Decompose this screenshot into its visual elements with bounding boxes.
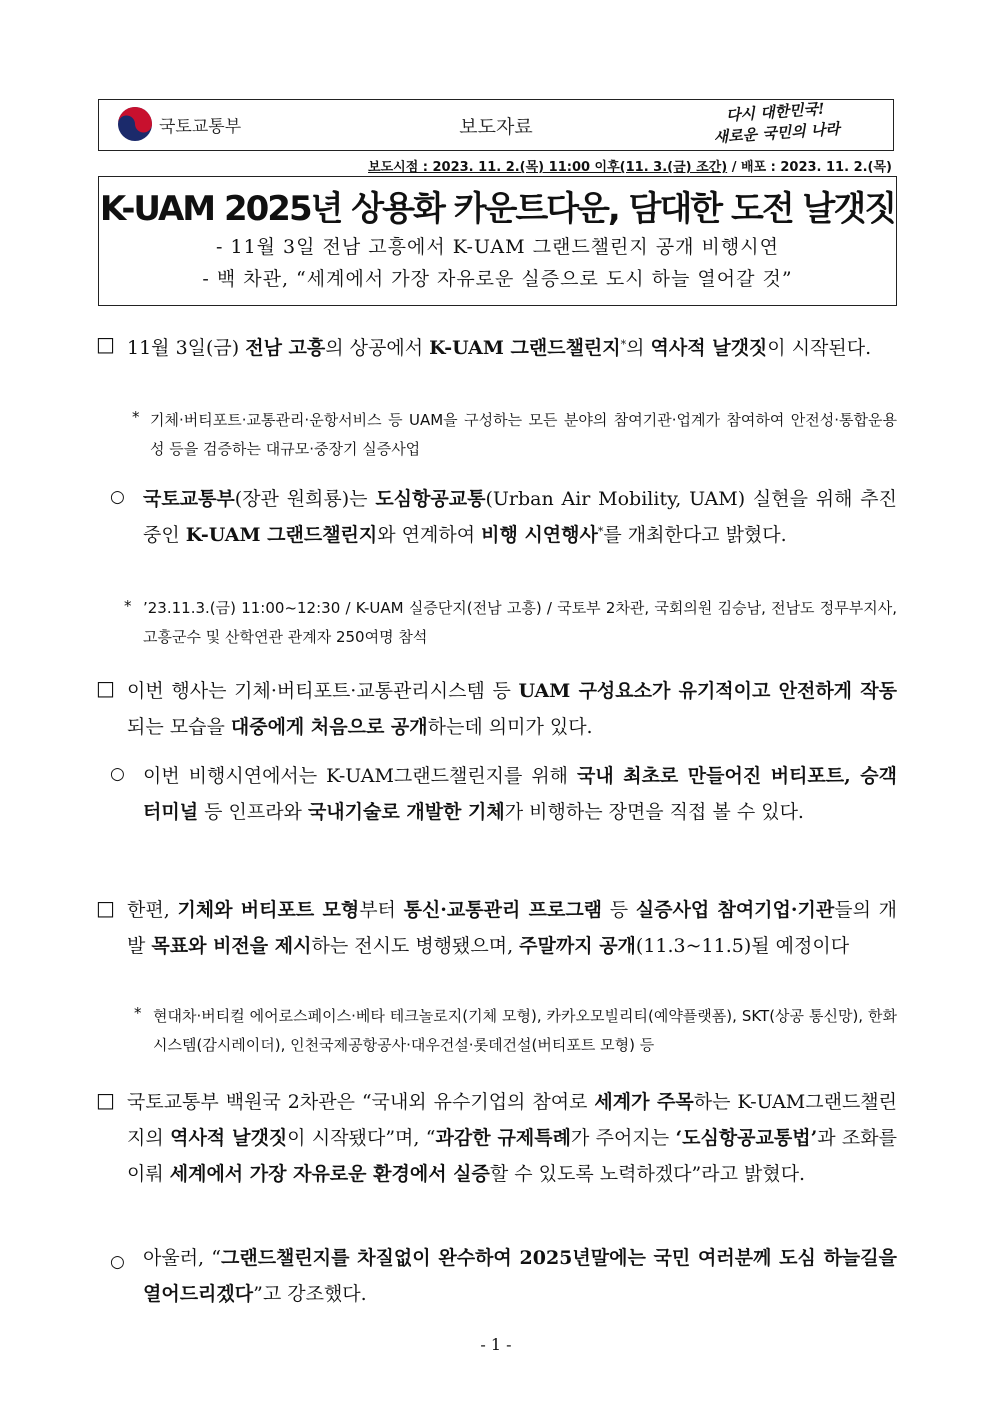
- release-info: [368, 156, 892, 175]
- paragraph-2: 이번 행사는 기체·버티포트·교통관리시스템 등 UAM 구성요소가 유기적이고 안전하게 작동되는 모습을 대중에게 처음으로 공개하는데 의미가 있다.: [127, 680, 897, 738]
- paragraph-1: 11월 3일(금) 전남 고흥의 상공에서 K-UAM 그랜드챌린지*의 역사적 날갯짓이 시작된다.: [127, 337, 872, 359]
- subtitle-1: - 11월 3일 전남 고흥에서 K-UAM 그랜드챌린지 공개 비행시연: [216, 236, 779, 258]
- footnote-3: 현대차·버티컬 에어로스페이스·베타 테크놀로지(기체 모형), 카카오모빌리티(예약플랫폼), SKT(상공 통신망), 한화시스템(감시레이더), 인천국제공항공사·대우건설·롯데건설(버티포트 모형) 등: [153, 1007, 897, 1054]
- distribution-time: 배포 : 2023. 11. 2.(목): [741, 160, 892, 175]
- sub-paragraph-3: 아울러, “그랜드챌린지를 차질없이 완수하여 2025년말에는 국민 여러분께 도심 하늘길을 열어드리겠다”고 강조했다.: [143, 1247, 897, 1305]
- footnote-1: 기체·버티포트·교통관리·운항서비스 등 UAM을 구성하는 모든 분야의 참여기관·업계가 참여하여 안전성·통합운용성 등을 검증하는 대규모·중장기 실증사업: [150, 411, 897, 458]
- slogan: [680, 95, 872, 150]
- circle-bullet: ○: [110, 1252, 125, 1272]
- square-bullet: □: [96, 676, 115, 700]
- square-bullet: □: [96, 1088, 115, 1112]
- sub-paragraph-2: 이번 비행시연에서는 K-UAM그랜드챌린지를 위해 국내 최초로 만들어진 버티포트, 승객 터미널 등 인프라와 국내기술로 개발한 기체가 비행하는 장면을 직접 볼 수 있다.: [143, 765, 897, 823]
- note-star: *: [132, 408, 140, 426]
- release-separator: /: [727, 160, 741, 175]
- square-bullet: □: [96, 896, 115, 920]
- circle-bullet: ○: [110, 487, 125, 507]
- square-bullet: □: [96, 332, 115, 356]
- header-box: [98, 99, 894, 151]
- paragraph-4: 국토교통부 백원국 2차관은 “국내외 유수기업의 참여로 세계가 주목하는 K-UAM그랜드챌린지의 역사적 날갯짓이 시작됐다”며, “과감한 규제특례가 주어지는 ‘도심항공교통법’과 조화를 이뤄 세계에서 가장 자유로운 환경에서 실증할 수 있도록 노력하겠다”라고 밝혔다.: [127, 1091, 898, 1185]
- subtitle-2: - 백 차관, “세계에서 가장 자유로운 실증으로 도시 하늘 열어갈 것”: [202, 268, 793, 290]
- slogan-line-2: 새로운 국민의 나라: [713, 119, 841, 147]
- page-number: - 1 -: [480, 1335, 512, 1354]
- note-star: *: [134, 1004, 142, 1022]
- main-title: K-UAM 2025년 상용화 카운트다운, 담대한 도전 날갯짓: [99, 189, 896, 229]
- slogan-line-1: 다시 대한민국!: [725, 99, 826, 125]
- document-type: 보도자료: [459, 116, 533, 138]
- embargo-time: 보도시점 : 2023. 11. 2.(목) 11:00 이후(11. 3.(금) 조간): [368, 160, 728, 175]
- ministry-name: 국토교통부: [159, 116, 242, 137]
- circle-bullet: ○: [110, 764, 125, 784]
- sub-paragraph-1: 국토교통부(장관 원희룡)는 도심항공교통(Urban Air Mobility, UAM) 실현을 위해 추진 중인 K-UAM 그랜드챌린지와 연계하여 비행 시연행사*를 개최한다고 밝혔다.: [143, 488, 897, 546]
- title-box: [98, 176, 897, 306]
- paragraph-3: 한편, 기체와 버티포트 모형부터 통신·교통관리 프로그램 등 실증사업 참여기업·기관들의 개발 목표와 비전을 제시하는 전시도 병행됐으며, 주말까지 공개(11.3~11.5)될 예정이다: [127, 899, 897, 957]
- note-star: *: [124, 597, 132, 615]
- footnote-2: ’23.11.3.(금) 11:00~12:30 / K-UAM 실증단지(전남 고흥) / 국토부 2차관, 국회의원 김승남, 전남도 정무부지사, 고흥군수 및 산학연관 관계자 250여명 참석: [143, 599, 897, 646]
